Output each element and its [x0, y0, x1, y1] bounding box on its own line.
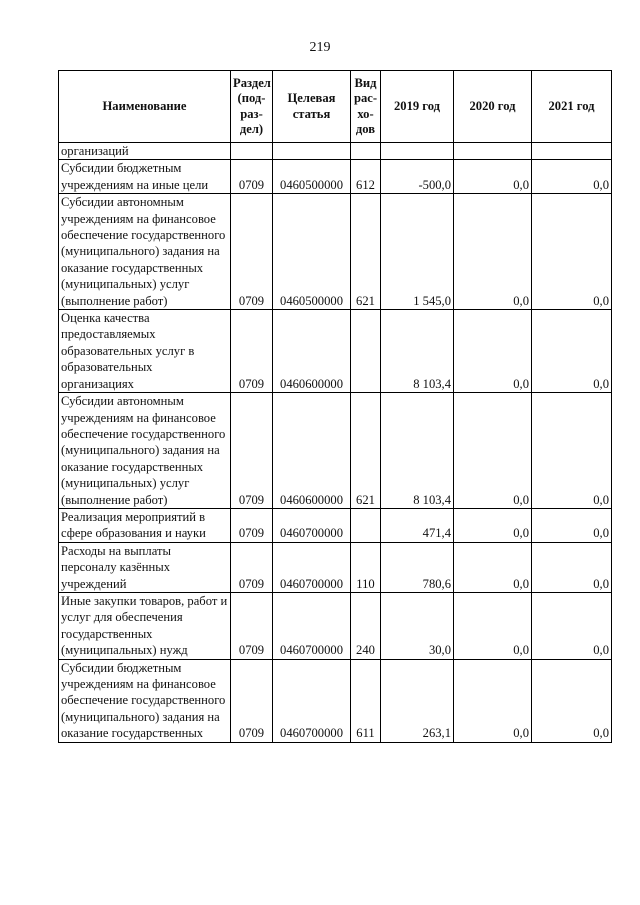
- row-section: 0709: [231, 542, 273, 592]
- row-2019: 8 103,4: [381, 310, 454, 393]
- row-2020: 0,0: [454, 508, 532, 542]
- row-section: 0709: [231, 659, 273, 742]
- table-row: [59, 393, 612, 509]
- header-2020: 2020 год: [454, 71, 532, 143]
- row-code: [273, 143, 351, 160]
- row-2021: 0,0: [532, 194, 612, 310]
- row-code: 0460500000: [273, 160, 351, 194]
- table-row: [59, 160, 612, 194]
- row-name: Субсидии автономным учреждениям на финансовое обеспечение государственного (муниципального) задания на оказание государственных (муниципальных) услуг (выполнение работ): [59, 194, 231, 310]
- row-code: 0460600000: [273, 393, 351, 509]
- row-kind: [351, 508, 381, 542]
- row-2021: 0,0: [532, 542, 612, 592]
- row-code: 0460600000: [273, 310, 351, 393]
- row-name: Субсидии бюджетным учреждениям на финансовое обеспечение государственного (муниципального) задания на оказание государственных: [59, 659, 231, 742]
- row-2021: 0,0: [532, 393, 612, 509]
- row-section: 0709: [231, 194, 273, 310]
- row-2019: [381, 143, 454, 160]
- row-2021: 0,0: [532, 508, 612, 542]
- row-2020: 0,0: [454, 542, 532, 592]
- row-2021: 0,0: [532, 659, 612, 742]
- row-kind: 240: [351, 592, 381, 659]
- row-2019: -500,0: [381, 160, 454, 194]
- row-kind: 621: [351, 393, 381, 509]
- table-row: [59, 659, 612, 742]
- row-kind: 621: [351, 194, 381, 310]
- row-2021: 0,0: [532, 310, 612, 393]
- table-row: [59, 592, 612, 659]
- row-2021: 0,0: [532, 160, 612, 194]
- row-2020: 0,0: [454, 592, 532, 659]
- row-section: 0709: [231, 310, 273, 393]
- row-code: 0460500000: [273, 194, 351, 310]
- header-section: Раздел (под- раз- дел): [231, 71, 273, 143]
- row-section: [231, 143, 273, 160]
- table-row: [59, 194, 612, 310]
- row-2020: [454, 143, 532, 160]
- row-2020: 0,0: [454, 194, 532, 310]
- row-kind: 110: [351, 542, 381, 592]
- row-kind: 612: [351, 160, 381, 194]
- row-section: 0709: [231, 393, 273, 509]
- row-code: 0460700000: [273, 592, 351, 659]
- table-header-row: [59, 71, 612, 143]
- header-kind: Вид рас- хо- дов: [351, 71, 381, 143]
- row-name: Иные закупки товаров, работ и услуг для обеспечения государственных (муниципальных) нужд: [59, 592, 231, 659]
- header-target: Целевая статья: [273, 71, 351, 143]
- row-2019: 780,6: [381, 542, 454, 592]
- header-2021: 2021 год: [532, 71, 612, 143]
- row-code: 0460700000: [273, 542, 351, 592]
- header-name: Наименование: [59, 71, 231, 143]
- row-name: Реализация мероприятий в сфере образования и науки: [59, 508, 231, 542]
- row-2019: 30,0: [381, 592, 454, 659]
- table-row: [59, 508, 612, 542]
- row-kind: [351, 143, 381, 160]
- row-2019: 263,1: [381, 659, 454, 742]
- row-kind: 611: [351, 659, 381, 742]
- row-code: 0460700000: [273, 508, 351, 542]
- row-2020: 0,0: [454, 659, 532, 742]
- row-kind: [351, 310, 381, 393]
- budget-table: [58, 70, 612, 743]
- row-2020: 0,0: [454, 310, 532, 393]
- row-2019: 1 545,0: [381, 194, 454, 310]
- row-2021: [532, 143, 612, 160]
- table-row: [59, 310, 612, 393]
- row-section: 0709: [231, 592, 273, 659]
- table-row: [59, 143, 612, 160]
- row-name: Расходы на выплаты персоналу казённых учреждений: [59, 542, 231, 592]
- row-code: 0460700000: [273, 659, 351, 742]
- row-2019: 8 103,4: [381, 393, 454, 509]
- table-row: [59, 542, 612, 592]
- row-2020: 0,0: [454, 393, 532, 509]
- row-section: 0709: [231, 508, 273, 542]
- row-name: организаций: [59, 143, 231, 160]
- row-name: Субсидии автономным учреждениям на финансовое обеспечение государственного (муниципального) задания на оказание государственных (муниципальных) услуг (выполнение работ): [59, 393, 231, 509]
- header-2019: 2019 год: [381, 71, 454, 143]
- row-2019: 471,4: [381, 508, 454, 542]
- page-number: 219: [309, 40, 331, 55]
- row-section: 0709: [231, 160, 273, 194]
- row-name: Субсидии бюджетным учреждениям на иные цели: [59, 160, 231, 194]
- row-2021: 0,0: [532, 592, 612, 659]
- row-2020: 0,0: [454, 160, 532, 194]
- row-name: Оценка качества предоставляемых образовательных услуг в образовательных организациях: [59, 310, 231, 393]
